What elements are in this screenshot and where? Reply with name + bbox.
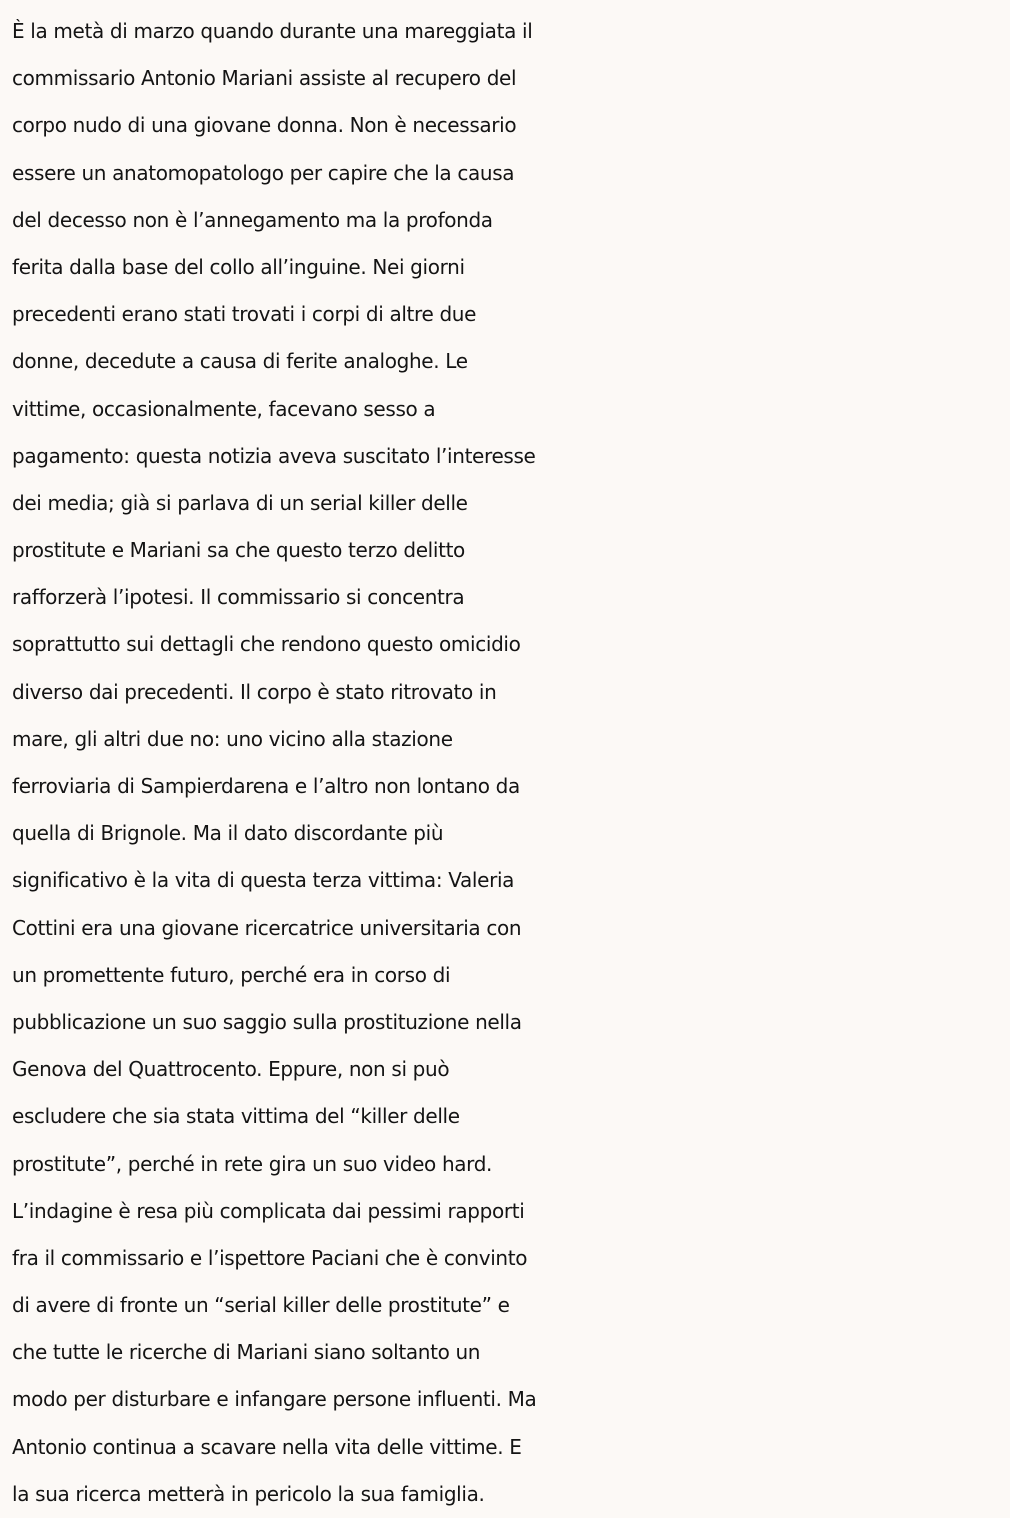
text-line: prostitute”, perché in rete gira un suo video hard. xyxy=(12,1151,493,1176)
text-line: ferita dalla base del collo all’inguine. Nei giorni xyxy=(12,254,465,279)
text-line: ferroviaria di Sampierdarena e l’altro non lontano da xyxy=(12,774,520,798)
synopsis-text xyxy=(12,8,1010,1518)
text-line: vittime, occasionalmente, facevano sesso a xyxy=(12,396,436,421)
text-line: pagamento: questa notizia aveva suscitato l’interesse xyxy=(12,443,536,468)
text-line: fra il commissario e l’ispettore Paciani che è convinto xyxy=(12,1245,528,1270)
text-line: di avere di fronte un “serial killer delle prostitute” e xyxy=(12,1293,510,1318)
text-line: prostitute e Mariani sa che questo terzo delitto xyxy=(12,538,465,563)
text-line: Cottini era una giovane ricercatrice universitaria con xyxy=(12,915,522,940)
text-line: rafforzerà l’ipotesi. Il commissario si concentra xyxy=(12,585,465,610)
text-line: soprattutto sui dettagli che rendono questo omicidio xyxy=(12,632,521,657)
text-line: diverso dai precedenti. Il corpo è stato ritrovato in xyxy=(12,679,497,704)
text-line: L’indagine è resa più complicata dai pessimi rapporti xyxy=(12,1198,525,1223)
text-line: Genova del Quattrocento. Eppure, non si può xyxy=(12,1057,450,1082)
text-line: escludere che sia stata vittima del “killer delle xyxy=(12,1104,460,1129)
text-line: mare, gli altri due no: uno vicino alla stazione xyxy=(12,726,453,751)
text-line: la sua ricerca metterà in pericolo la sua famiglia. xyxy=(12,1481,485,1506)
text-line: modo per disturbare e infangare persone influenti. Ma xyxy=(12,1387,537,1412)
text-line: corpo nudo di una giovane donna. Non è necessario xyxy=(12,113,517,138)
text-line: significativo è la vita di questa terza vittima: Valeria xyxy=(12,868,515,893)
text-line: quella di Brignole. Ma il dato discordante più xyxy=(12,821,444,846)
text-line: essere un anatomopatologo per capire che la causa xyxy=(12,160,515,185)
text-line: donne, decedute a causa di ferite analoghe. Le xyxy=(12,349,468,374)
text-line: pubblicazione un suo saggio sulla prostituzione nella xyxy=(12,1009,522,1034)
text-line: precedenti erano stati trovati i corpi di altre due xyxy=(12,302,477,327)
text-line: che tutte le ricerche di Mariani siano soltanto un xyxy=(12,1340,481,1365)
text-line: del decesso non è l’annegamento ma la profonda xyxy=(12,207,493,232)
text-line: commissario Antonio Mariani assiste al recupero del xyxy=(12,66,517,91)
text-line: un promettente futuro, perché era in corso di xyxy=(12,962,451,987)
text-line: dei media; già si parlava di un serial killer delle xyxy=(12,490,468,515)
text-line: Antonio continua a scavare nella vita delle vittime. E xyxy=(12,1434,522,1459)
text-line: È la metà di marzo quando durante una mareggiata il xyxy=(12,19,533,43)
